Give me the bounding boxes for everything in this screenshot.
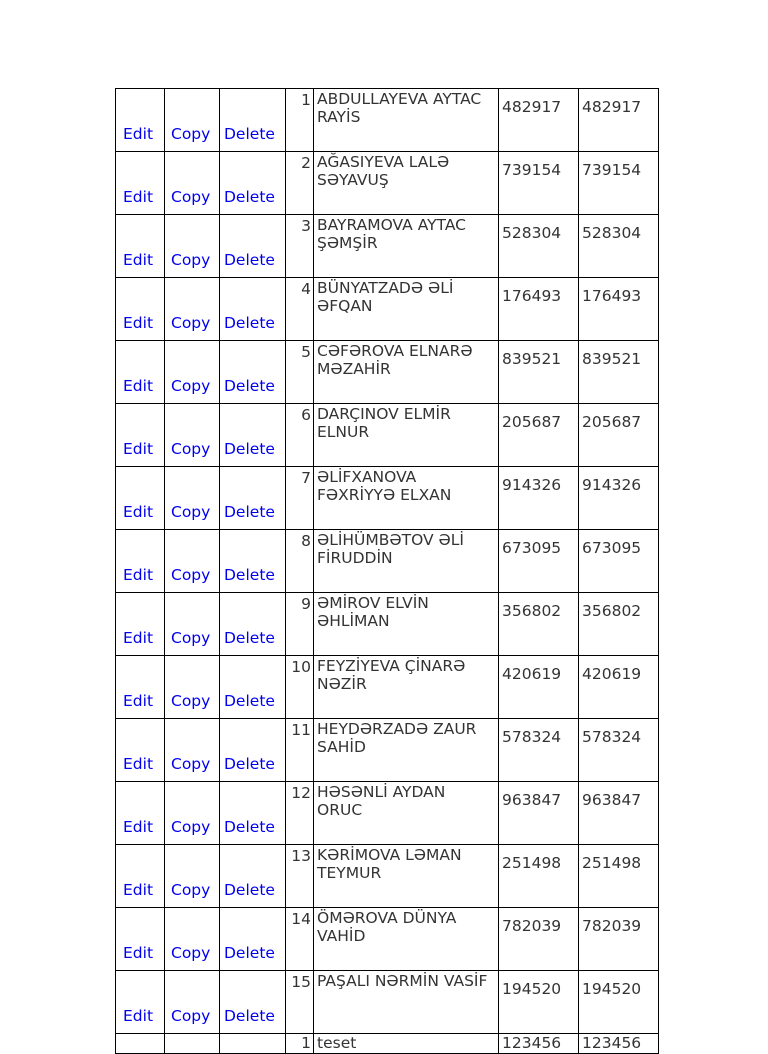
delete-link[interactable]: Delete [224,755,275,773]
delete-cell [220,593,286,656]
row-value-2: 839521 [579,341,659,404]
row-value-2: 482917 [579,89,659,152]
row-value-2: 914326 [579,467,659,530]
copy-link[interactable]: Copy [171,125,211,143]
row-name: ƏLİHÜMBƏTOV ƏLİ FİRUDDİN [314,530,499,593]
edit-cell [116,719,165,782]
copy-link[interactable]: Copy [171,314,211,332]
delete-link[interactable]: Delete [224,440,275,458]
delete-cell [220,467,286,530]
table-row [116,404,659,467]
table-row [116,845,659,908]
row-number: 13 [286,845,314,908]
row-value-1: 420619 [499,656,579,719]
edit-link[interactable]: Edit [123,125,154,143]
delete-link[interactable]: Delete [224,818,275,836]
edit-link[interactable]: Edit [123,251,154,269]
row-value-1: 963847 [499,782,579,845]
row-value-2: 205687 [579,404,659,467]
copy-link[interactable]: Copy [171,944,211,962]
copy-cell [165,908,220,971]
delete-cell [220,971,286,1034]
copy-link[interactable]: Copy [171,503,211,521]
row-name: HEYDƏRZADƏ ZAUR SAHİD [314,719,499,782]
copy-cell [165,593,220,656]
row-number: 2 [286,152,314,215]
delete-cell [220,341,286,404]
edit-link[interactable]: Edit [123,188,154,206]
edit-cell [116,593,165,656]
copy-cell [165,152,220,215]
row-name: ƏLİFXANOVA FƏXRİYYƏ ELXAN [314,467,499,530]
row-value-1: 176493 [499,278,579,341]
delete-cell [220,782,286,845]
row-value-2: 578324 [579,719,659,782]
delete-link[interactable]: Delete [224,377,275,395]
copy-cell [165,467,220,530]
table-row [116,656,659,719]
delete-cell [220,404,286,467]
row-value-2: 673095 [579,530,659,593]
edit-link[interactable]: Edit [123,1007,154,1025]
row-number: 12 [286,782,314,845]
table-row [116,782,659,845]
copy-link[interactable]: Copy [171,188,211,206]
delete-link[interactable]: Delete [224,566,275,584]
row-name: AĞASIYEVA LALƏ SƏYAVUŞ [314,152,499,215]
row-value-2: 251498 [579,845,659,908]
row-value-2: 123456 [579,1034,659,1054]
delete-link[interactable]: Delete [224,629,275,647]
row-name: ABDULLAYEVA AYTAC RAYİS [314,89,499,152]
delete-cell [220,152,286,215]
delete-link[interactable]: Delete [224,188,275,206]
edit-link[interactable]: Edit [123,692,154,710]
row-value-1: 839521 [499,341,579,404]
row-value-1: 578324 [499,719,579,782]
edit-link[interactable]: Edit [123,944,154,962]
row-name: KƏRİMOVA LƏMAN TEYMUR [314,845,499,908]
table-row-last [116,1034,659,1054]
row-value-1: 739154 [499,152,579,215]
table-row [116,89,659,152]
row-number: 11 [286,719,314,782]
row-name: BÜNYATZADƏ ƏLİ ƏFQAN [314,278,499,341]
edit-cell [116,404,165,467]
edit-link[interactable]: Edit [123,566,154,584]
delete-cell [220,530,286,593]
edit-link[interactable]: Edit [123,503,154,521]
row-value-1: 251498 [499,845,579,908]
copy-cell [165,89,220,152]
copy-link[interactable]: Copy [171,377,211,395]
copy-cell [165,530,220,593]
row-name: CƏFƏROVA ELNARƏ MƏZAHİR [314,341,499,404]
table-row [116,719,659,782]
copy-link[interactable]: Copy [171,881,211,899]
row-value-1: 528304 [499,215,579,278]
edit-cell [116,89,165,152]
row-number: 10 [286,656,314,719]
delete-cell [220,215,286,278]
copy-link[interactable]: Copy [171,818,211,836]
row-value-1: 914326 [499,467,579,530]
table-row [116,341,659,404]
table-row [116,971,659,1034]
edit-cell [116,908,165,971]
row-value-2: 782039 [579,908,659,971]
delete-link[interactable]: Delete [224,692,275,710]
edit-cell [116,341,165,404]
row-name: PAŞALI NƏRMİN VASİF [314,971,499,1034]
delete-cell [220,89,286,152]
edit-link[interactable]: Edit [123,818,154,836]
edit-cell [116,278,165,341]
empty-cell [220,1034,286,1054]
copy-link[interactable]: Copy [171,755,211,773]
row-name: BAYRAMOVA AYTAC ŞƏMŞİR [314,215,499,278]
row-value-1: 782039 [499,908,579,971]
row-value-2: 739154 [579,152,659,215]
delete-cell [220,845,286,908]
edit-cell [116,656,165,719]
row-value-1: 356802 [499,593,579,656]
copy-link[interactable]: Copy [171,440,211,458]
edit-cell [116,152,165,215]
copy-cell [165,215,220,278]
edit-link[interactable]: Edit [123,881,154,899]
row-value-2: 963847 [579,782,659,845]
edit-cell [116,971,165,1034]
edit-link[interactable]: Edit [123,629,154,647]
edit-cell [116,530,165,593]
row-value-2: 528304 [579,215,659,278]
row-name: FEYZİYEVA ÇİNARƏ NƏZİR [314,656,499,719]
copy-cell [165,782,220,845]
row-number: 7 [286,467,314,530]
delete-link[interactable]: Delete [224,881,275,899]
row-value-1: 123456 [499,1034,579,1054]
row-value-1: 194520 [499,971,579,1034]
row-number: 15 [286,971,314,1034]
edit-link[interactable]: Edit [123,755,154,773]
row-value-2: 420619 [579,656,659,719]
row-name: teset [314,1034,499,1054]
empty-cell [165,1034,220,1054]
table-row [116,908,659,971]
row-number: 1 [286,89,314,152]
delete-link[interactable]: Delete [224,251,275,269]
delete-link[interactable]: Delete [224,503,275,521]
copy-link[interactable]: Copy [171,566,211,584]
records-table-body [116,89,659,1054]
copy-cell [165,404,220,467]
edit-cell [116,782,165,845]
row-number: 6 [286,404,314,467]
delete-cell [220,908,286,971]
copy-link[interactable]: Copy [171,1007,211,1025]
empty-cell [116,1034,165,1054]
row-number: 5 [286,341,314,404]
records-table [115,88,659,1054]
copy-link[interactable]: Copy [171,251,211,269]
row-name: DARÇINOV ELMİR ELNUR [314,404,499,467]
copy-cell [165,971,220,1034]
copy-cell [165,341,220,404]
row-value-1: 205687 [499,404,579,467]
delete-link[interactable]: Delete [224,1007,275,1025]
copy-cell [165,845,220,908]
delete-link[interactable]: Delete [224,125,275,143]
copy-link[interactable]: Copy [171,692,211,710]
row-name: ƏMİROV ELVİN ƏHLİMAN [314,593,499,656]
edit-link[interactable]: Edit [123,314,154,332]
delete-cell [220,719,286,782]
row-value-2: 194520 [579,971,659,1034]
table-row [116,278,659,341]
copy-cell [165,719,220,782]
delete-link[interactable]: Delete [224,314,275,332]
row-value-1: 673095 [499,530,579,593]
edit-cell [116,845,165,908]
row-value-2: 176493 [579,278,659,341]
edit-link[interactable]: Edit [123,440,154,458]
row-value-2: 356802 [579,593,659,656]
row-value-1: 482917 [499,89,579,152]
edit-cell [116,467,165,530]
row-number: 14 [286,908,314,971]
copy-cell [165,278,220,341]
edit-cell [116,215,165,278]
delete-link[interactable]: Delete [224,944,275,962]
row-name: HƏSƏNLİ AYDAN ORUC [314,782,499,845]
copy-link[interactable]: Copy [171,629,211,647]
table-row [116,593,659,656]
row-name: ÖMƏROVA DÜNYA VAHİD [314,908,499,971]
delete-cell [220,278,286,341]
delete-cell [220,656,286,719]
table-row [116,467,659,530]
row-number: 9 [286,593,314,656]
table-row [116,215,659,278]
row-number: 3 [286,215,314,278]
table-row [116,530,659,593]
row-number: 4 [286,278,314,341]
edit-link[interactable]: Edit [123,377,154,395]
table-row [116,152,659,215]
row-number: 1 [286,1034,314,1054]
row-number: 8 [286,530,314,593]
copy-cell [165,656,220,719]
